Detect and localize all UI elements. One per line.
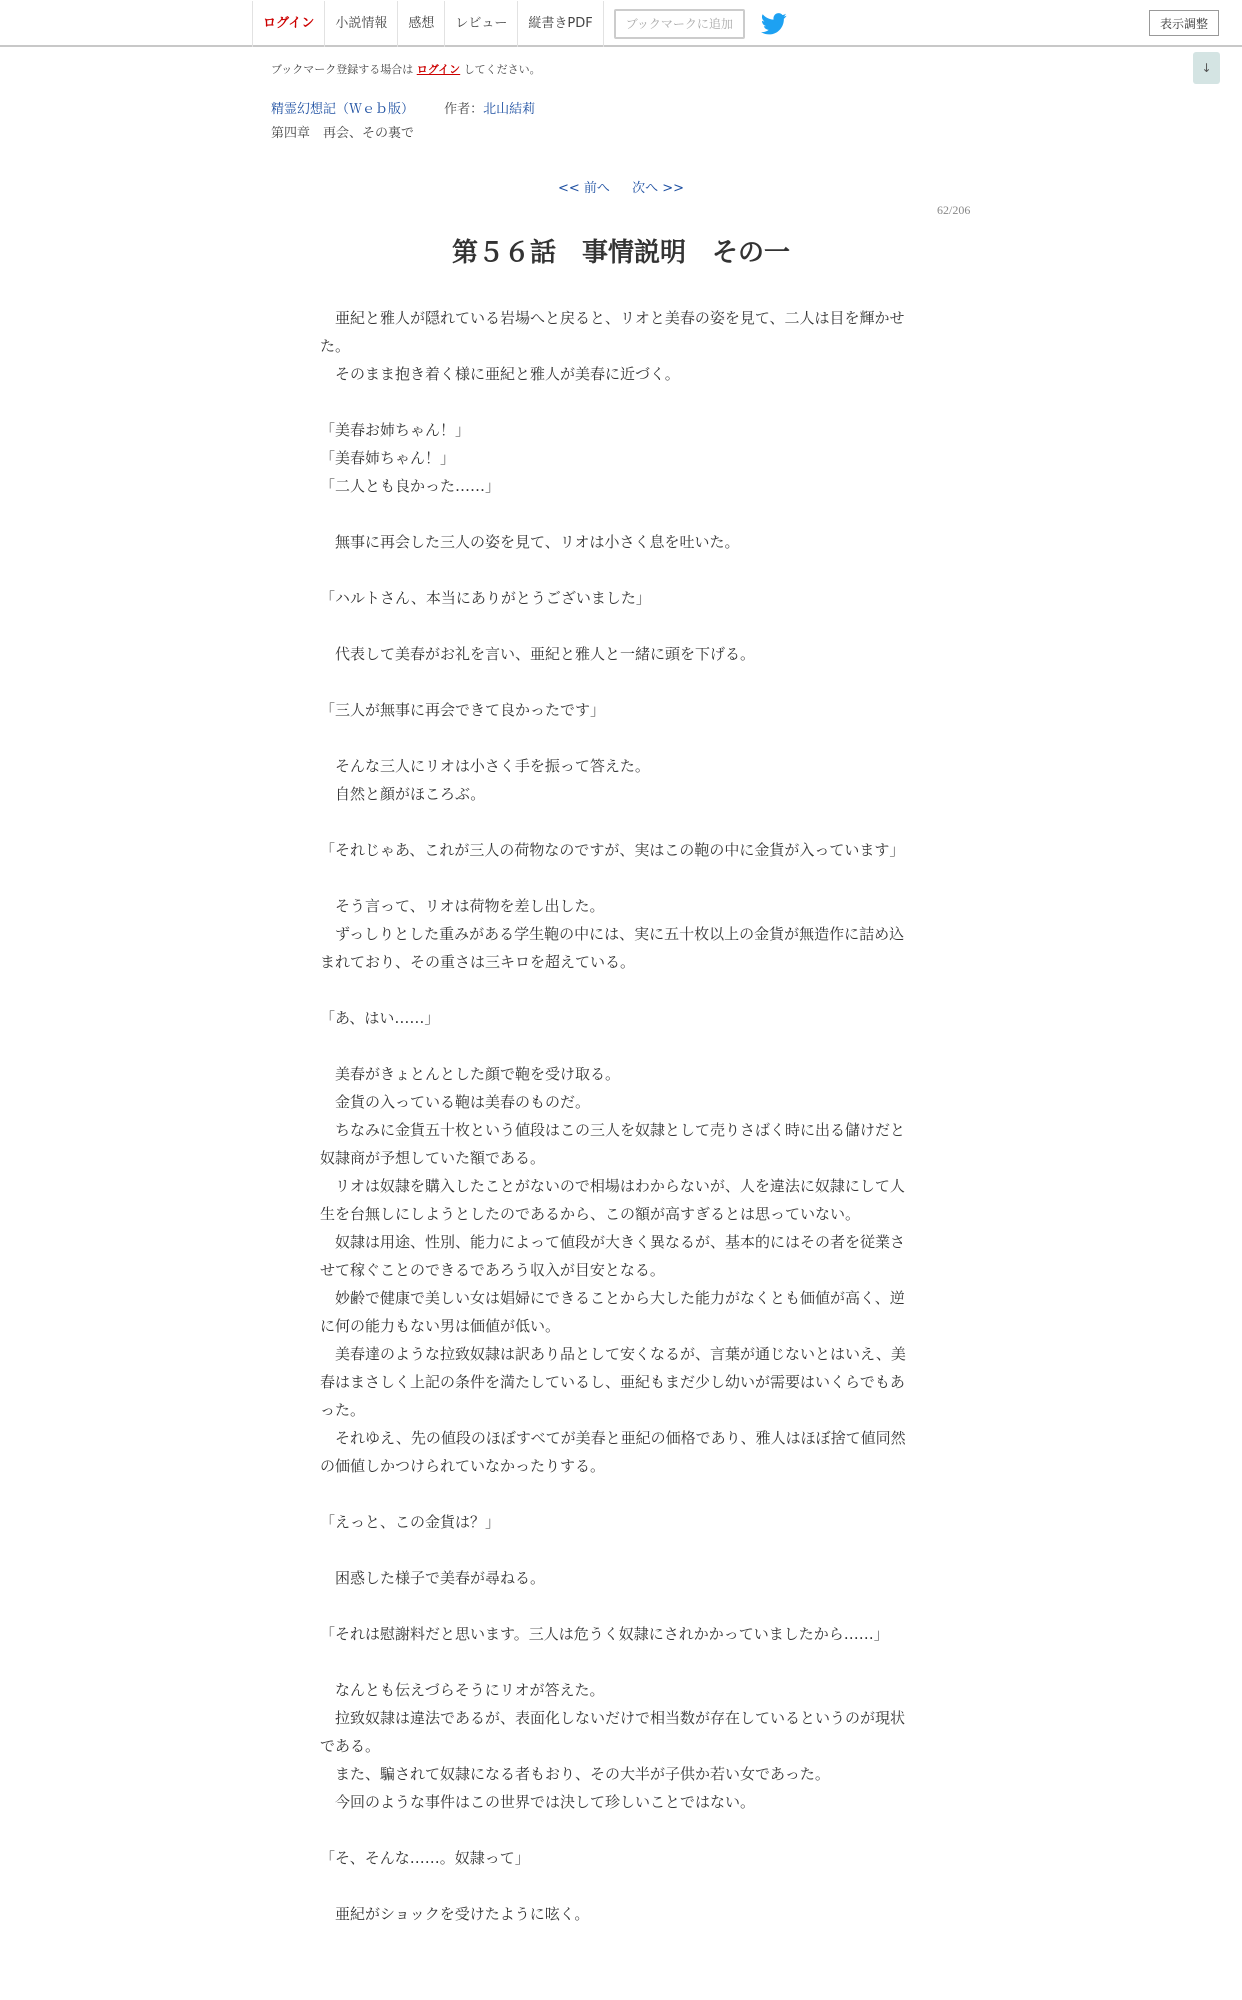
body-paragraph: [320, 1592, 916, 1620]
body-paragraph: また、騙されて奴隷になる者もおり、その大半が子供か若い女であった。: [320, 1765, 830, 1783]
episode-counter: 62/206: [937, 203, 971, 217]
body-paragraph: ちなみに金貨五十枚という値段はこの三人を奴隷として売りさばく時に出る儲けだと奴隷商が予想していた額である。: [320, 1121, 906, 1167]
body-paragraph: [320, 1480, 916, 1508]
notice-suffix: してください。: [463, 63, 541, 76]
body-paragraph: 「あ、はい……」: [320, 1009, 440, 1027]
body-paragraph: [320, 1648, 916, 1676]
novel-info-line: [271, 98, 535, 117]
body-paragraph: 「そ、そんな……。奴隷って」: [320, 1849, 530, 1867]
body-paragraph: [320, 808, 916, 836]
novel-title-link[interactable]: 精霊幻想記（Ｗｅｂ版）: [271, 102, 415, 117]
body-paragraph: 美春達のような拉致奴隷は訳あり品として安くなるが、言葉が通じないとはいえ、美春はまさしく上記の条件を満たしているし、亜紀もまだ少し幼いが需要はいくらでもあった。: [320, 1345, 906, 1419]
notice-login-link[interactable]: ログイン: [416, 63, 461, 76]
body-paragraph: 代表して美春がお礼を言い、亜紀と雅人と一緒に頭を下げる。: [320, 645, 756, 663]
body-paragraph: そのまま抱き着く様に亜紀と雅人が美春に近づく。: [320, 365, 680, 383]
body-paragraph: [320, 556, 916, 584]
nav-vertical-pdf[interactable]: 縦書きPDF: [517, 1, 603, 47]
display-settings-button[interactable]: 表示調整: [1149, 10, 1219, 36]
body-paragraph: [320, 864, 916, 892]
nav-novel-info[interactable]: 小説情報: [324, 1, 397, 47]
body-paragraph: 「ハルトさん、本当にありがとうございました」: [320, 589, 651, 607]
body-paragraph: 奴隷は用途、性別、能力によって値段が大きく異なるが、基本的にはその者を従業させて稼ぐことのできるであろう収入が目安となる。: [320, 1233, 906, 1279]
body-paragraph: 「二人とも良かった……」: [320, 477, 501, 495]
body-paragraph: 自然と顔がほころぶ。: [320, 785, 486, 803]
episode-title: 第５６話 事情説明 その一: [451, 238, 790, 268]
body-paragraph: [320, 1872, 916, 1900]
body-paragraph: 今回のような事件はこの世界では決して珍しいことではない。: [320, 1793, 756, 1811]
body-paragraph: 「えっと、この金貨は？」: [320, 1513, 501, 1531]
author-label: 作者：: [444, 102, 484, 117]
body-paragraph: [320, 612, 916, 640]
body-paragraph: 「それじゃあ、これが三人の荷物なのですが、実はこの鞄の中に金貨が入っています」: [320, 841, 905, 859]
prev-episode-link[interactable]: << 前へ: [558, 181, 610, 196]
notice-prefix: ブックマーク登録する場合は: [271, 63, 414, 76]
body-paragraph: 妙齢で健康で美しい女は娼婦にできることから大した能力がなくとも価値が高く、逆に何の能力もない男は価値が低い。: [320, 1289, 905, 1335]
body-paragraph: [320, 724, 916, 752]
add-bookmark-button[interactable]: ブックマークに追加: [614, 9, 745, 39]
body-paragraph: 美春がきょとんとした顔で鞄を受け取る。: [320, 1065, 621, 1083]
author-link[interactable]: 北山結莉: [483, 102, 536, 117]
chapter-title: 第四章 再会、その裏で: [271, 126, 415, 141]
top-header: [0, 0, 1242, 47]
body-paragraph: [320, 388, 916, 416]
body-paragraph: 「三人が無事に再会できて良かったです」: [320, 701, 606, 719]
body-paragraph: 拉致奴隷は違法であるが、表面化しないだけで相当数が存在しているというのが現状である。: [320, 1709, 906, 1755]
top-nav: [252, 0, 787, 47]
body-paragraph: [320, 1816, 916, 1844]
body-paragraph: [320, 1032, 916, 1060]
body-paragraph: そんな三人にリオは小さく手を振って答えた。: [320, 757, 650, 775]
episode-pager: [0, 177, 1242, 196]
nav-review[interactable]: レビュー: [444, 1, 517, 47]
body-paragraph: リオは奴隷を購入したことがないので相場はわからないが、人を違法に奴隷にして人生を台無しにしようとしたのであるから、この額が高すぎるとは思っていない。: [320, 1177, 905, 1223]
body-paragraph: 亜紀がショックを受けたように呟く。: [320, 1905, 590, 1923]
bookmark-login-notice: [271, 61, 541, 77]
body-paragraph: 金貨の入っている鞄は美春のものだ。: [320, 1093, 591, 1111]
body-paragraph: [320, 500, 916, 528]
body-paragraph: それゆえ、先の値段のほぼすべてが美春と亜紀の価格であり、雅人はほぼ捨て値同然の価値しかつけられていなかったりする。: [320, 1429, 906, 1475]
body-paragraph: なんとも伝えづらそうにリオが答えた。: [320, 1681, 605, 1699]
nav-impressions[interactable]: 感想: [397, 1, 444, 47]
body-paragraph: そう言って、リオは荷物を差し出した。: [320, 897, 605, 915]
body-paragraph: 「美春姉ちゃん！」: [320, 449, 456, 467]
body-paragraph: 「それは慰謝料だと思います。三人は危うく奴隷にされかかっていましたから……」: [320, 1625, 889, 1643]
body-paragraph: 「美春お姉ちゃん！」: [320, 421, 471, 439]
episode-body: [320, 304, 916, 1928]
body-paragraph: 無事に再会した三人の姿を見て、リオは小さく息を吐いた。: [320, 533, 740, 551]
body-paragraph: 困惑した様子で美春が尋ねる。: [320, 1569, 546, 1587]
body-paragraph: [320, 976, 916, 1004]
twitter-icon[interactable]: [761, 13, 787, 35]
nav-login[interactable]: ログイン: [252, 1, 324, 47]
body-paragraph: 亜紀と雅人が隠れている岩場へと戻ると、リオと美春の姿を見て、二人は目を輝かせた。: [320, 309, 905, 355]
scroll-down-button[interactable]: ↓: [1193, 52, 1220, 84]
body-paragraph: ずっしりとした重みがある学生鞄の中には、実に五十枚以上の金貨が無造作に詰め込まれており、その重さは三キロを超えている。: [320, 925, 905, 971]
body-paragraph: [320, 1536, 916, 1564]
next-episode-link[interactable]: 次へ >>: [632, 181, 684, 196]
body-paragraph: [320, 668, 916, 696]
